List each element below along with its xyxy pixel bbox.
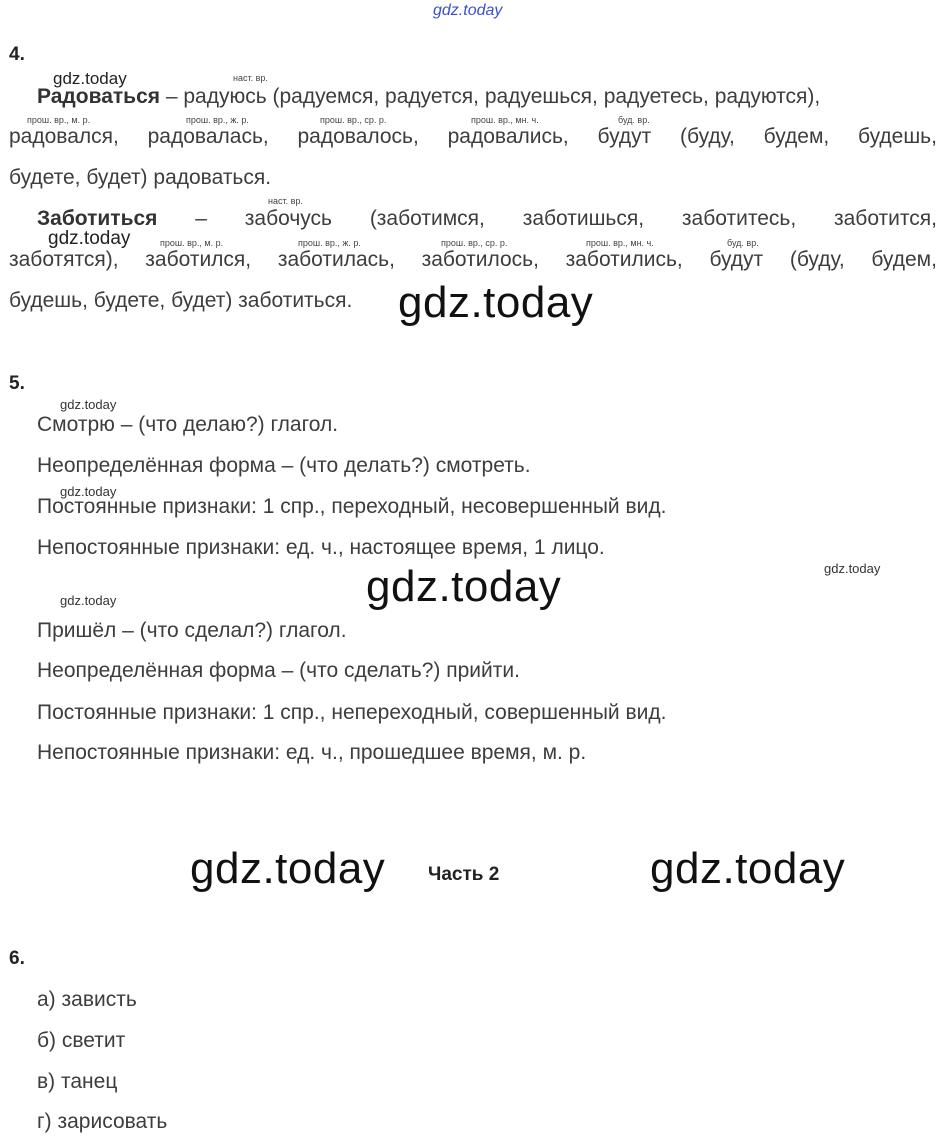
task6-item: в) танец (37, 1070, 118, 1093)
zabotitsya-line-3: будешь, будете, будет) заботиться. (9, 289, 353, 312)
label-past-n: прош. вр., ср. р. (441, 238, 508, 248)
form: заботитесь, (681, 207, 797, 230)
form: радовалась, (147, 125, 269, 148)
form: забочусь (244, 207, 332, 230)
form: заботилась, (277, 248, 395, 271)
watermark-large: gdz.today (366, 562, 562, 611)
label-past-f: прош. вр., ж. р. (298, 238, 361, 248)
form: будешь, (858, 125, 937, 148)
radovatsya-line-1 (37, 85, 820, 109)
form: радовалось, (297, 125, 419, 148)
task6-item: г) зарисовать (37, 1110, 168, 1133)
form: радовался, (9, 125, 119, 148)
watermark-large: gdz.today (398, 278, 594, 327)
form: заботилось, (421, 248, 539, 271)
task6-item: а) зависть (37, 988, 137, 1011)
zabotitsya-word: Заботиться (37, 207, 158, 230)
task5-block1-line: Непостоянные признаки: ед. ч., настоящее время, 1 лицо. (37, 536, 605, 559)
watermark-large: gdz.today (650, 844, 846, 893)
label-past-m: прош. вр., м. р. (160, 238, 224, 248)
form: заботился, (145, 248, 252, 271)
form: заботишься, (522, 207, 645, 230)
task-5-number: 5. (9, 373, 25, 394)
radovatsya-line-3: будете, будет) радоваться. (9, 166, 272, 189)
part-heading: Часть 2 (428, 864, 500, 885)
zabotitsya-line-1 (37, 207, 937, 231)
label-future: буд. вр. (618, 115, 650, 125)
form: заботится, (834, 207, 937, 230)
task-6-number: 6. (9, 948, 25, 969)
task5-block2-line: Постоянные признаки: 1 спр., непереходный, совершенный вид. (37, 701, 667, 724)
watermark: gdz.today (53, 69, 127, 88)
watermark: gdz.today (48, 228, 131, 249)
task6-item: б) светит (37, 1029, 126, 1052)
label-past-pl: прош. вр., мн. ч. (586, 238, 654, 248)
form: будут (709, 248, 764, 271)
form: радовались, (447, 125, 569, 148)
form: заботились, (565, 248, 683, 271)
task5-block1-line: Постоянные признаки: 1 спр., переходный, несовершенный вид. (37, 495, 667, 518)
task5-block2-line: Пришёл – (что сделал?) глагол. (37, 619, 347, 642)
task5-block2-line: Непостоянные признаки: ед. ч., прошедшее время, м. р. (37, 741, 587, 764)
watermark: gdz.today (60, 593, 117, 608)
form: (буду, (789, 248, 845, 271)
label-present-tense: наст. вр. (233, 73, 268, 83)
label-past-n: прош. вр., ср. р. (320, 115, 387, 125)
task-4-number: 4. (9, 44, 25, 65)
watermark: gdz.today (60, 484, 117, 499)
label-present-tense: наст. вр. (268, 196, 303, 206)
task5-block1-line: Смотрю – (что делаю?) глагол. (37, 413, 339, 436)
form: будут (597, 125, 652, 148)
zabotitsya-line-2 (9, 248, 937, 272)
watermark: gdz.today (824, 561, 881, 576)
label-past-m: прош. вр., м. р. (27, 115, 91, 125)
form: (буду, (680, 125, 735, 148)
form: будем, (763, 125, 830, 148)
watermark: gdz.today (60, 397, 117, 412)
form: – (195, 207, 207, 230)
radovatsya-word: Радоваться (37, 85, 161, 108)
form: будем, (871, 248, 937, 271)
label-past-f: прош. вр., ж. р. (186, 115, 249, 125)
task5-block1-line: Неопределённая форма – (что делать?) смотреть. (37, 454, 531, 477)
radovatsya-line-2 (9, 125, 937, 149)
label-future: буд. вр. (727, 238, 759, 248)
label-past-pl: прош. вр., мн. ч. (471, 115, 539, 125)
radovatsya-present-forms: – радуюсь (радуемся, радуется, радуешься, радуетесь, радуются), (165, 85, 821, 108)
task5-block2-line: Неопределённая форма – (что сделать?) прийти. (37, 659, 520, 682)
watermark-top: gdz.today (433, 2, 503, 19)
watermark-large: gdz.today (190, 844, 386, 893)
form: (заботимся, (369, 207, 485, 230)
form: заботятся), (9, 248, 119, 271)
